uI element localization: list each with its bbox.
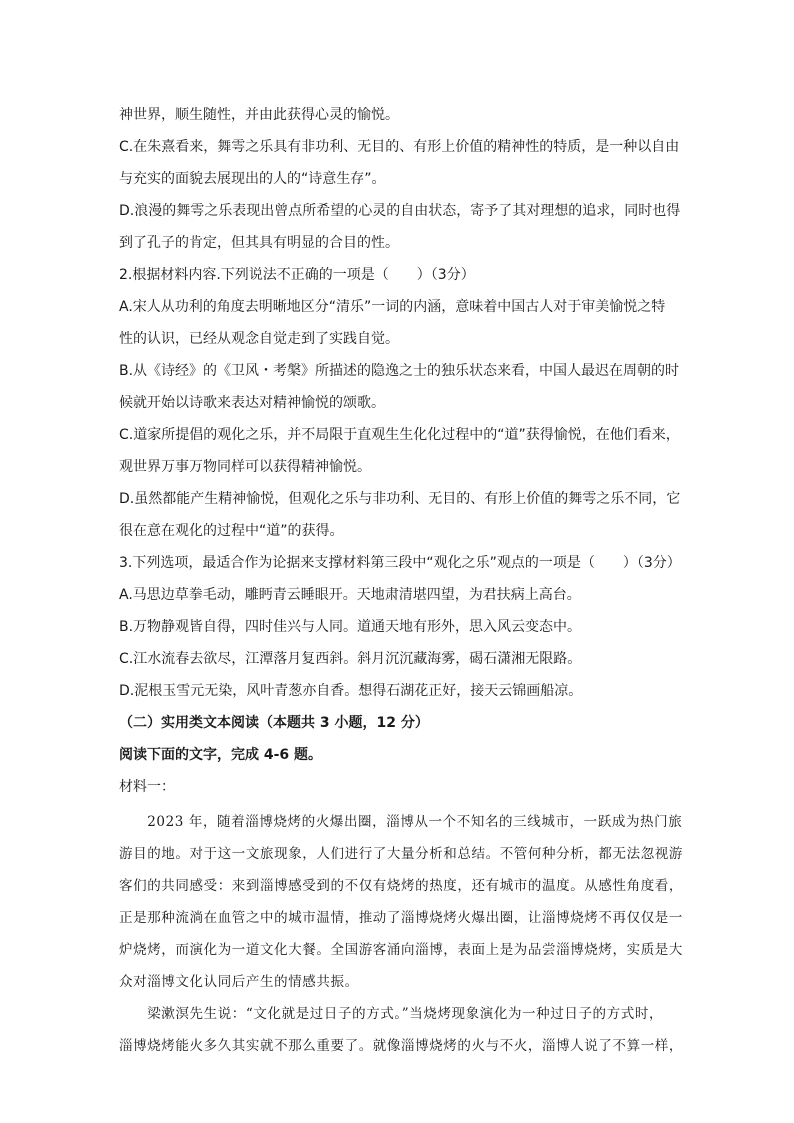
material-paragraph-line: 2023 年，随着淄博烧烤的火爆出圈，淄博从一个不知名的三线城市，一跃成为热门旅: [119, 814, 683, 830]
option-d-line-1: D.浪漫的舞雩之乐表现出曾点所希望的心灵的自由状态，寄予了其对理想的追求，同时也得: [119, 203, 681, 219]
q3-option-d: D.泥根玉雪元无染，风叶青葱亦自香。想得石湖花正好，接天云锦画船凉。: [119, 683, 583, 699]
option-d-line-2: 到了孔子的肯定，但其具有明显的合目的性。: [119, 235, 399, 251]
q2-option-a-line-1: A.宋人从功利的角度去明晰地区分“清乐”一词的内涵，意味着中国古人对于审美愉悦之特: [119, 299, 666, 315]
q2-option-c-line-2: 观世界万事万物同样可以获得精神愉悦。: [119, 459, 371, 475]
reading-instruction: 阅读下面的文字，完成 4-6 题。: [119, 747, 323, 763]
material-paragraph-line: 淄博烧烤能火多久其实就不那么重要了。就像淄博烧烤的火与不火，淄博人说了不算一样，: [119, 1038, 683, 1054]
q3-option-a: A.马思边草拳毛动，雕眄青云睡眼开。天地肃清堪四望，为君扶病上高台。: [119, 587, 581, 603]
q2-option-b-line-2: 候就开始以诗歌来表达对精神愉悦的颂歌。: [119, 395, 385, 411]
option-c-line-1: C.在朱熹看来，舞雩之乐具有非功利、无目的、有形上价值的精神性的特质，是一种以自由: [119, 139, 680, 155]
q3-option-c: C.江水流春去欲尽，江潭落月复西斜。斜月沉沉藏海雾，碣石潇湘无限路。: [119, 651, 582, 667]
q2-option-d-line-1: D.虽然都能产生精神愉悦，但观化之乐与非功利、无目的、有形上价值的舞雩之乐不同，它: [119, 491, 681, 507]
q3-option-b: B.万物静观皆自得，四时佳兴与人同。道通天地有形外，思入风云变态中。: [119, 619, 582, 635]
material-paragraph-line: 游目的地。对于这一文旅现象，人们进行了大量分析和总结。不管何种分析，都无法忽视游: [119, 846, 683, 862]
material-paragraph-line: 炉烧烤，而演化为一道文化大餐。全国游客涌向淄博，表面上是为品尝淄博烧烤，实质是大: [119, 942, 683, 958]
section-heading: （二）实用类文本阅读（本题共 3 小题，12 分）: [119, 715, 429, 731]
question-3: 3.下列选项，最适合作为论据来支撑材料第三段中“观化之乐”观点的一项是（ ）（3分）: [119, 555, 681, 571]
q2-option-d-line-2: 很在意在观化的过程中“道”的获得。: [119, 523, 344, 539]
text-line: 神世界，顺生随性，并由此获得心灵的愉悦。: [119, 107, 399, 123]
material-paragraph-line: 正是那种流淌在血管之中的城市温情，推动了淄博烧烤火爆出圈，让淄博烧烤不再仅仅是一: [119, 910, 683, 926]
material-paragraph-line: 梁漱溟先生说：“文化就是过日子的方式。”当烧烤现象演化为一种过日子的方式时，: [119, 1006, 664, 1022]
q2-option-b-line-1: B.从《诗经》的《卫风・考槃》所描述的隐逸之士的独乐状态来看，中国人最迟在周朝的时: [119, 363, 680, 379]
q2-option-a-line-2: 性的认识，已经从观念自觉走到了实践自觉。: [119, 331, 399, 347]
question-2: 2.根据材料内容.下列说法不正确的一项是（ ）（3分）: [119, 267, 475, 283]
option-c-line-2: 与充实的面貌去展现出的人的“诗意生存”。: [119, 171, 386, 187]
material-one-label: 材料一：: [119, 779, 175, 795]
material-paragraph-line: 客们的共同感受：来到淄博感受到的不仅有烧烤的热度，还有城市的温度。从感性角度看，: [119, 878, 683, 894]
material-paragraph-line: 众对淄博文化认同后产生的情感共振。: [119, 974, 359, 990]
q2-option-c-line-1: C.道家所提倡的观化之乐，并不局限于直观生生化化过程中的“道”获得愉悦，在他们看来，: [119, 427, 680, 443]
